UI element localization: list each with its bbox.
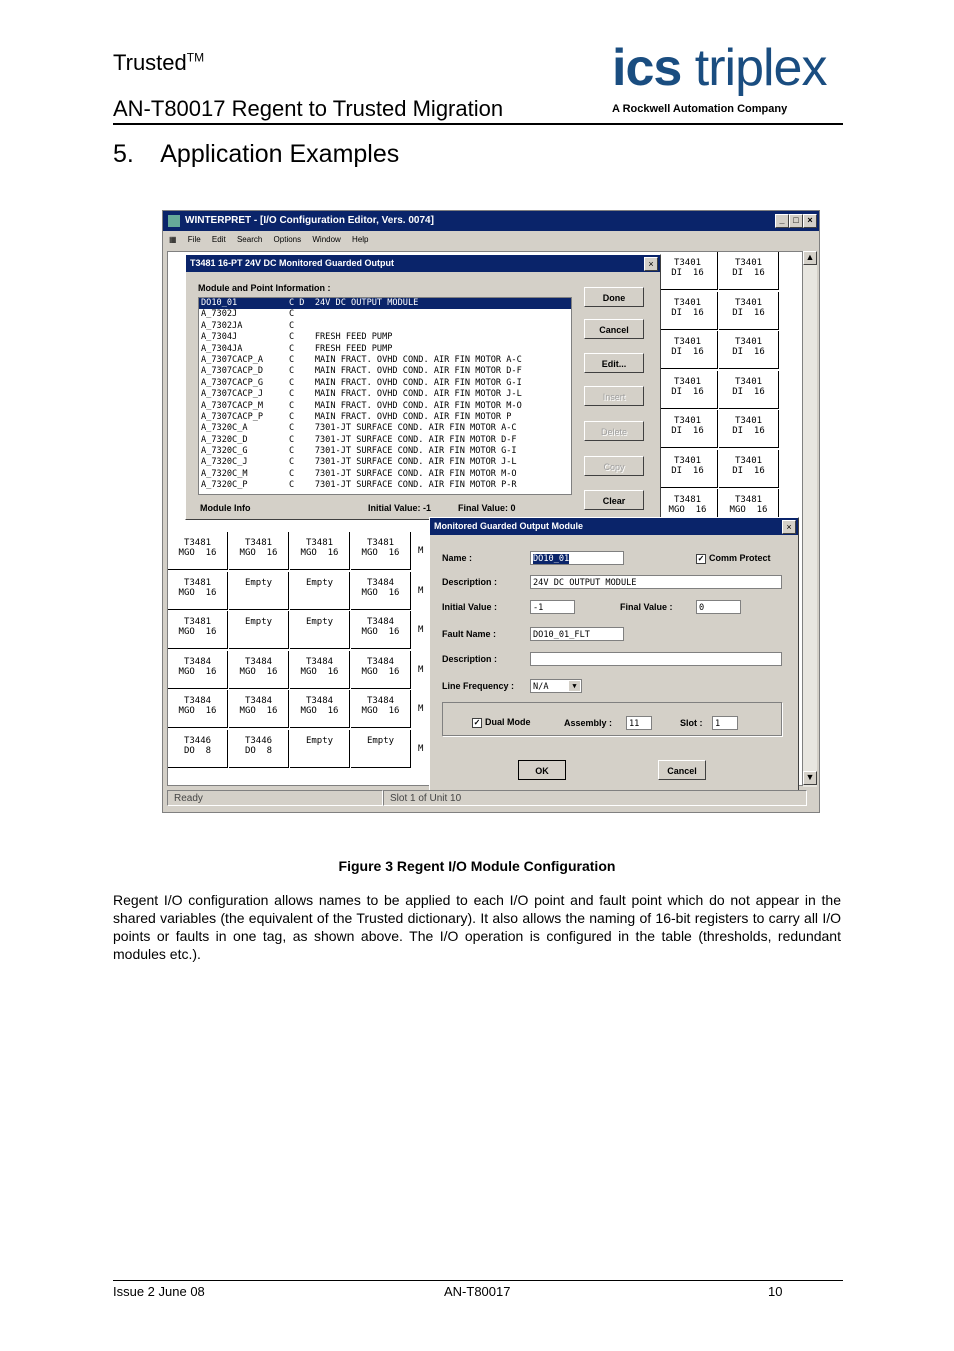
description-label: Description : <box>442 577 498 587</box>
body-paragraph: Regent I/O configuration allows names to be applied to each I/O point and fault point which do not appear in the shared variables (the equivalent of the Trusted dictionary). It also allows the naming of 16-bit registers to carry all I/O points or faults in one tag, as shown above. The I/O operation is configured in the table (thresholds, redundant modules etc.). <box>113 892 841 962</box>
clear-button[interactable]: Clear <box>584 490 644 510</box>
vertical-scrollbar[interactable] <box>803 251 817 787</box>
module-cell[interactable]: T3481 MGO 16 <box>168 532 228 570</box>
cancel-button[interactable]: Cancel <box>584 319 644 339</box>
name-field[interactable]: DO10_01 <box>530 551 624 565</box>
module-cell[interactable]: T3481 MGO 16 <box>229 532 289 570</box>
module-cell[interactable]: T3401 DI 16 <box>719 292 779 330</box>
module-cell[interactable]: T3484 MGO 16 <box>229 690 289 728</box>
list-item[interactable]: A_7307CACP_P C MAIN FRACT. OVHD COND. AIR FIN MOTOR P <box>201 411 512 422</box>
module-cell[interactable]: T3401 DI 16 <box>658 410 718 448</box>
module-cell[interactable]: T3484 MGO 16 <box>351 572 411 610</box>
module-cell-partial: M <box>418 625 424 635</box>
module-cell[interactable]: Empty <box>351 730 411 768</box>
cancel-button[interactable]: Cancel <box>658 760 706 780</box>
list-item[interactable]: A_7307CACP_M C MAIN FRACT. OVHD COND. AIR FIN MOTOR M-O <box>201 400 522 411</box>
document-title: AN-T80017 Regent to Trusted Migration <box>113 96 504 121</box>
list-item[interactable]: A_7307CACP_D C MAIN FRACT. OVHD COND. AIR FIN MOTOR D-F <box>201 366 522 377</box>
module-cell[interactable]: T3401 DI 16 <box>658 450 718 488</box>
menu-bar <box>163 232 819 248</box>
list-item[interactable]: A_7304JA C FRESH FEED PUMP <box>201 343 393 354</box>
initial-value-label: Initial Value : <box>442 602 498 612</box>
module-cell[interactable]: T3401 DI 16 <box>719 252 779 290</box>
module-cell[interactable]: Empty <box>229 611 289 649</box>
final-value-label: Final Value : <box>620 602 673 612</box>
assembly-field[interactable]: 11 <box>626 716 652 730</box>
footer-rule <box>113 1280 843 1281</box>
figure-caption: Figure 3 Regent I/O Module Configuration <box>338 858 616 874</box>
module-cell[interactable]: T3481 MGO 16 <box>351 532 411 570</box>
list-item[interactable]: A_7320C_J C 7301-JT SURFACE COND. AIR FIN MOTOR J-L <box>201 457 517 468</box>
module-cell[interactable]: T3481 MGO 16 <box>290 532 350 570</box>
footer-issue: Issue 2 June 08 <box>113 1284 205 1299</box>
list-item[interactable]: A_7320C_P C 7301-JT SURFACE COND. AIR FIN MOTOR P-R <box>201 480 517 491</box>
delete-button[interactable]: Delete <box>584 421 644 441</box>
module-cell[interactable]: Empty <box>290 572 350 610</box>
module-cell[interactable]: T3481 MGO 16 <box>168 611 228 649</box>
close-icon[interactable]: × <box>803 214 817 228</box>
fault-name-field[interactable]: DO10_01_FLT <box>530 627 624 641</box>
module-cell[interactable]: T3401 DI 16 <box>658 371 718 409</box>
module-cell[interactable]: T3401 DI 16 <box>658 252 718 290</box>
module-cell-partial: M <box>418 585 424 596</box>
name-label: Name : <box>442 553 473 563</box>
list-item[interactable]: A_7307CACP_A C MAIN FRACT. OVHD COND. AIR FIN MOTOR A-C <box>201 354 522 365</box>
figure-screenshot <box>162 210 820 813</box>
chevron-down-icon[interactable]: ▼ <box>569 681 580 691</box>
status-ready: Ready <box>167 790 383 806</box>
module-cell[interactable]: T3401 DI 16 <box>719 410 779 448</box>
slot-field[interactable]: 1 <box>712 716 738 730</box>
doc-icon: ▦ <box>169 235 177 244</box>
initial-value-field[interactable]: -1 <box>530 600 575 614</box>
list-item[interactable]: A_7302J C <box>201 309 295 320</box>
status-bar <box>163 788 819 810</box>
initial-value-text: Initial Value: -1 <box>368 503 432 513</box>
module-config-dialog <box>185 254 661 520</box>
module-cell[interactable]: T3401 DI 16 <box>658 331 718 369</box>
dual-mode-checkbox[interactable]: ✓ Dual Mode <box>473 717 531 727</box>
insert-button[interactable]: Insert <box>584 386 644 406</box>
app-icon <box>168 215 180 227</box>
done-button[interactable]: Done <box>584 287 644 307</box>
edit-button[interactable]: Edit... <box>584 353 644 373</box>
list-item[interactable]: A_7304J C FRESH FEED PUMP <box>201 332 393 343</box>
list-item[interactable]: A_7320C_D C 7301-JT SURFACE COND. AIR FIN MOTOR D-F <box>201 434 517 445</box>
point-listbox[interactable] <box>198 297 572 495</box>
list-item[interactable]: A_7307CACP_G C MAIN FRACT. OVHD COND. AIR FIN MOTOR G-I <box>201 377 522 388</box>
module-cell[interactable]: T3484 MGO 16 <box>168 651 228 689</box>
fault-name-label: Fault Name : <box>442 629 497 639</box>
line-frequency-label: Line Frequency : <box>442 681 515 691</box>
window-title: WINTERPRET - [I/O Configuration Editor, Vers. 0074] <box>185 215 434 226</box>
list-item[interactable]: A_7302JA C <box>201 320 295 331</box>
section-heading: 5. Application Examples <box>113 140 400 168</box>
menu-search[interactable]: Search <box>236 235 263 244</box>
module-cell[interactable]: T3446 DO 8 <box>229 730 289 768</box>
module-cell[interactable]: Empty <box>229 572 289 610</box>
dialog-title: T3481 16-PT 24V DC Monitored Guarded Output <box>186 255 660 272</box>
header-rule <box>113 123 843 125</box>
comm-protect-checkbox[interactable]: ✓ Comm Protect <box>697 553 771 563</box>
module-cell[interactable]: T3484 MGO 16 <box>351 611 411 649</box>
module-cell[interactable]: T3481 MGO 16 <box>658 489 718 527</box>
module-cell[interactable]: T3401 DI 16 <box>719 450 779 488</box>
app-titlebar <box>163 211 819 231</box>
module-cell[interactable]: T3481 MGO 16 <box>719 489 779 527</box>
output-module-dialog <box>429 517 799 791</box>
logo-tagline: A Rockwell Automation Company <box>612 103 788 115</box>
dialog-title: Monitored Guarded Output Module <box>430 518 798 535</box>
module-cell[interactable]: Empty <box>290 730 350 768</box>
scroll-down-icon[interactable]: ▼ <box>803 771 817 785</box>
module-cell[interactable]: T3401 DI 16 <box>719 331 779 369</box>
module-cell-partial: M <box>418 546 424 556</box>
fault-description-label: Description : <box>442 654 498 664</box>
minimize-icon[interactable]: _ <box>775 214 789 228</box>
module-cell-partial: M <box>418 704 424 714</box>
description-field[interactable]: 24V DC OUTPUT MODULE <box>530 575 782 589</box>
module-cell[interactable]: T3446 DO 8 <box>168 730 228 768</box>
list-item[interactable]: A_7320C_G C 7301-JT SURFACE COND. AIR FIN MOTOR G-I <box>201 446 517 457</box>
module-cell[interactable]: T3484 MGO 16 <box>351 690 411 728</box>
footer-page-number: 10 <box>768 1284 783 1299</box>
final-value-field[interactable]: 0 <box>696 600 741 614</box>
list-item[interactable]: DO10_01 C D 24V DC OUTPUT MODULE <box>199 298 571 309</box>
list-item[interactable]: A_7320C_M C 7301-JT SURFACE COND. AIR FIN MOTOR M-O <box>201 468 517 479</box>
module-cell[interactable]: Empty <box>290 611 350 649</box>
menu-options[interactable]: Options <box>273 235 302 244</box>
module-cell[interactable]: T3401 DI 16 <box>658 292 718 330</box>
menu-help[interactable]: Help <box>352 235 369 244</box>
slot-label: Slot : <box>680 718 703 728</box>
final-value-text: Final Value: 0 <box>458 503 516 513</box>
ok-button[interactable]: OK <box>518 760 566 780</box>
menu-window[interactable]: Window <box>312 235 341 244</box>
module-cell[interactable]: T3484 MGO 16 <box>168 690 228 728</box>
scroll-up-icon[interactable]: ▲ <box>803 251 817 265</box>
module-cell-partial: M <box>418 664 424 675</box>
module-cell[interactable]: T3484 MGO 16 <box>229 651 289 689</box>
module-cell[interactable]: T3401 DI 16 <box>719 371 779 409</box>
module-cell[interactable]: T3484 MGO 16 <box>290 690 350 728</box>
footer-doc-id: AN-T80017 <box>444 1284 511 1299</box>
module-cell[interactable]: T3484 MGO 16 <box>290 651 350 689</box>
module-info-label: Module Info <box>200 503 251 513</box>
maximize-icon[interactable]: □ <box>789 214 803 228</box>
line-frequency-select[interactable]: N/A ▼ <box>530 679 582 693</box>
list-item[interactable]: A_7320C_A C 7301-JT SURFACE COND. AIR FIN MOTOR A-C <box>201 423 517 434</box>
menu-file[interactable]: File <box>187 235 201 244</box>
close-icon[interactable]: × <box>782 520 796 534</box>
module-cell-partial: M <box>418 743 424 754</box>
module-cell[interactable]: T3484 MGO 16 <box>351 651 411 689</box>
company-logo: ics triplex <box>612 39 827 97</box>
close-icon[interactable]: × <box>644 257 658 271</box>
status-slot: Slot 1 of Unit 10 <box>383 790 807 806</box>
product-name: Trusted™ <box>113 50 205 75</box>
fault-description-field[interactable] <box>530 652 782 666</box>
list-item[interactable]: A_7307CACP_J C MAIN FRACT. OVHD COND. AIR FIN MOTOR J-L <box>201 389 522 400</box>
assembly-label: Assembly : <box>564 718 613 728</box>
section-label: Module and Point Information : <box>198 283 331 293</box>
module-cell[interactable]: T3481 MGO 16 <box>168 572 228 610</box>
copy-button[interactable]: Copy <box>584 456 644 476</box>
menu-edit[interactable]: Edit <box>211 235 226 244</box>
